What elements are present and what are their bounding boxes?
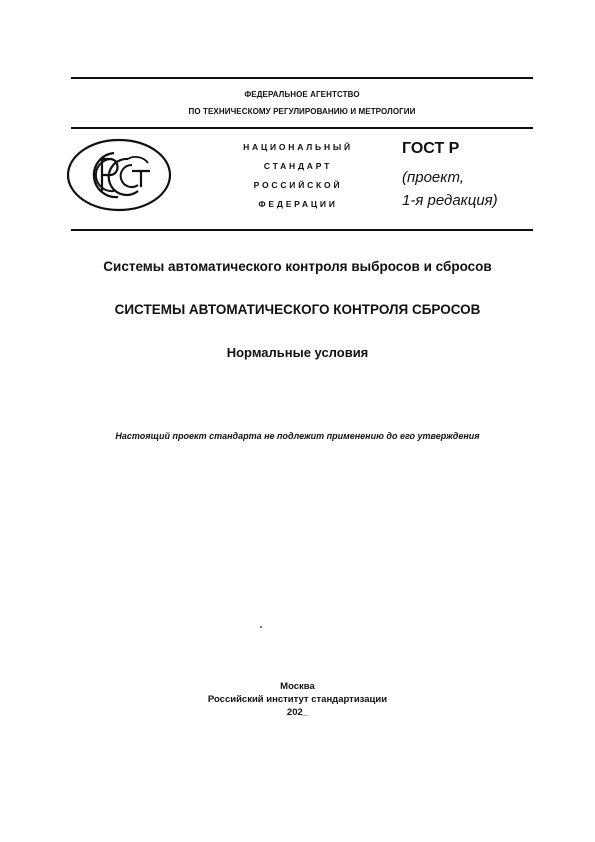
standard-type-line-2: СТАНДАРТ: [263, 161, 333, 171]
standard-type-line-1: НАЦИОНАЛЬНЫЙ: [243, 142, 353, 152]
standard-code: ГОСТ Р: [402, 140, 460, 157]
document-title: СИСТЕМЫ АВТОМАТИЧЕСКОГО КОНТРОЛЯ СБРОСОВ: [114, 302, 481, 317]
draft-status-line-1: (проект,: [402, 169, 465, 186]
agency-name-line-2: ПО ТЕХНИЧЕСКОМУ РЕГУЛИРОВАНИЮ И МЕТРОЛОГИИ: [188, 107, 416, 116]
series-title: Системы автоматического контроля выбросов и сбросов: [103, 259, 492, 274]
top-rule: [71, 77, 533, 79]
publisher-name: Российский институт стандартизации: [207, 694, 388, 705]
rst-conformity-mark-icon: [66, 137, 172, 213]
middle-rule: [71, 127, 533, 129]
scan-speck: [260, 626, 262, 628]
publication-year: 202_: [286, 707, 309, 718]
part-title: Нормальные условия: [226, 345, 369, 360]
agency-name-line-1: ФЕДЕРАЛЬНОЕ АГЕНТСТВО: [244, 90, 360, 99]
standard-type-line-3: РОССИЙСКОЙ: [253, 180, 343, 190]
standard-type-line-4: ФЕДЕРАЦИИ: [258, 199, 338, 209]
bottom-rule: [71, 229, 533, 231]
draft-status-line-2: 1-я редакция): [402, 192, 498, 209]
draft-notice: Настоящий проект стандарта не подлежит применению до его утверждения: [115, 431, 480, 441]
publication-city: Москва: [280, 681, 315, 692]
